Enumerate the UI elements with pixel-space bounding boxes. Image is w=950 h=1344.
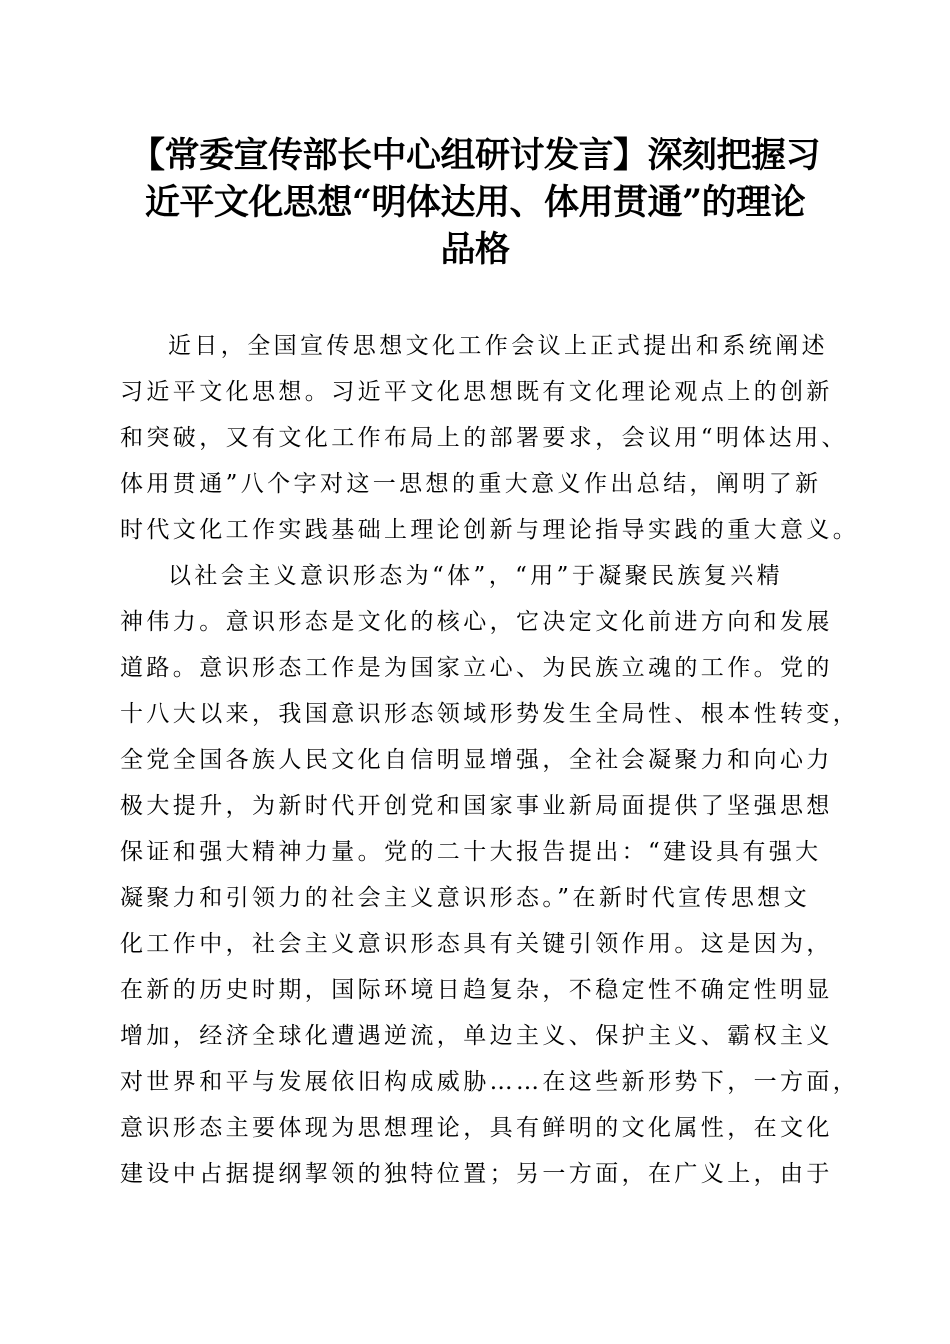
paragraph-2 [120, 553, 860, 1197]
body-line: 十八大以来，我国意识形态领域形势发生全局性、根本性转变， [120, 701, 860, 727]
body-line: 习近平文化思想。习近平文化思想既有文化理论观点上的创新 [120, 379, 833, 405]
document-title [110, 132, 840, 273]
body-line: 在新的历史时期，国际环境日趋复杂，不稳定性不确定性明显 [120, 977, 833, 1003]
title-line: 【常委宣传部长中心组研讨发言】深刻把握习 [129, 135, 820, 176]
body-line: 时代文化工作实践基础上理论创新与理论指导实践的重大意义。 [120, 517, 860, 543]
body-line: 极大提升，为新时代开创党和国家事业新局面提供了坚强思想 [120, 793, 833, 819]
body-line: 体用贯通”八个字对这一思想的重大意义作出总结，阐明了新 [120, 471, 822, 497]
body-line: 保证和强大精神力量。党的二十大报告提出：“建设具有强大 [120, 839, 822, 865]
paragraph-1 [120, 323, 860, 553]
body-line: 增加，经济全球化遭遇逆流，单边主义、保护主义、霸权主义 [120, 1023, 833, 1049]
body-line: 建设中占据提纲挈领的独特位置；另一方面，在广义上，由于 [120, 1161, 833, 1187]
body-line: 和突破，又有文化工作布局上的部署要求，会议用“明体达用、 [120, 425, 848, 451]
body-line: 对世界和平与发展依旧构成威胁……在这些新形势下，一方面， [120, 1069, 860, 1095]
body-line: 化工作中，社会主义意识形态具有关键引领作用。这是因为， [120, 931, 833, 957]
body-line: 全党全国各族人民文化自信明显增强，全社会凝聚力和向心力 [120, 747, 833, 773]
body-line: 意识形态主要体现为思想理论，具有鲜明的文化属性，在文化 [120, 1115, 833, 1141]
body-line: 凝聚力和引领力的社会主义意识形态。”在新时代宣传思想文 [120, 885, 811, 911]
body-line: 神伟力。意识形态是文化的核心，它决定文化前进方向和发展 [120, 609, 833, 635]
body-line: 道路。意识形态工作是为国家立心、为民族立魂的工作。党的 [120, 655, 833, 681]
title-line: 品格 [440, 229, 510, 270]
title-line: 近平文化思想“明体达用、体用贯通”的理论 [144, 182, 806, 223]
document-body [120, 323, 860, 1197]
body-line: 以社会主义意识形态为“体”，“用”于凝聚民族复兴精 [168, 563, 784, 589]
body-line: 近日，全国宣传思想文化工作会议上正式提出和系统阐述 [168, 333, 828, 359]
